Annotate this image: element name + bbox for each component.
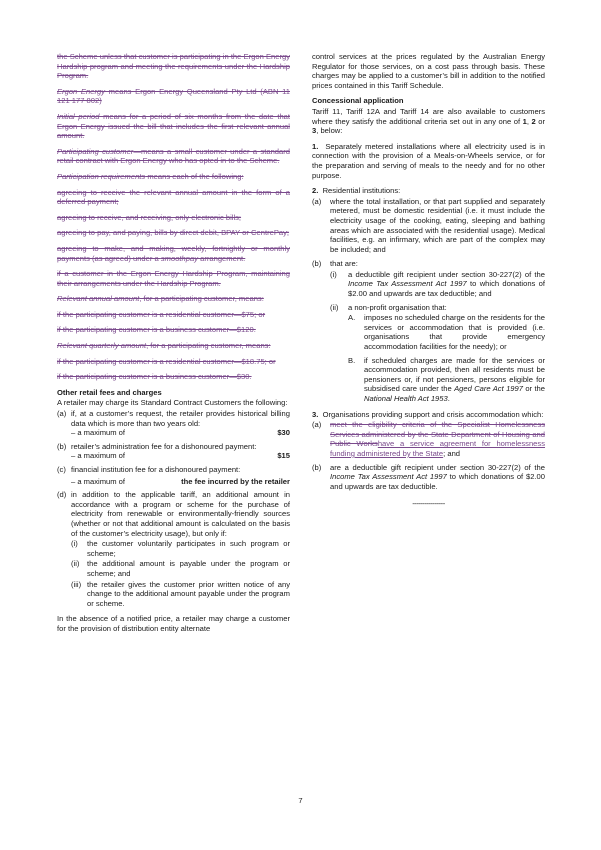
closing-paragraph: In the absence of a notified price, a retailer may charge a customer for the provision of distribution entity alternate (57, 614, 290, 633)
fee-item-c: (c) financial institution fee for a dishonoured payment: (57, 465, 241, 474)
requirement-hardship-program: if a customer in the Ergon Energy Hardship Program, maintaining their arrangements under the Hardship Program. (57, 269, 290, 288)
definition-relevant-annual-amount: Relevant annual amount, for a participating customer, means: (57, 294, 264, 304)
criterion-2b-ii: (ii) a non-profit organisation that: (330, 302, 447, 312)
criterion-3: 3. Organisations providing support and crisis accommodation which: (312, 409, 544, 419)
criterion-3a: (a) meet the eligibility criteria of the Specialist Homelessness Services administered by the State Department of Housing and Public Workshave a service agreement for homelessness funding administered by the State; and (312, 420, 546, 458)
criterion-3b: (b) are a deductible gift recipient under section 30-227(2) of the Income Tax Assessment Act 1997 to which donations of $2.00 and upwards are tax deductible. (312, 462, 545, 491)
fee-item-d-iii: (iii) the retailer gives the customer prior written notice of any change to the additional amount payable under the program or scheme. (71, 579, 290, 608)
criterion-1: 1. Separately metered installations where all electricity used is in connection with the provision of a Meals-on-Wheels service, or for the preparation and serving of meals to the needy and for no other purpose. (312, 141, 545, 180)
requirement-smoothpay: agreeing to make, and making, weekly, fortnightly or monthly payments (as agreed) under a smoothpay arrangement. (57, 243, 290, 263)
fee-item-d-i: (i) the customer voluntarily participates in such program or scheme; (71, 539, 290, 558)
deleted-scheme-clause: the Scheme unless that customer is participating in the Ergon Energy Hardship program and meeting the requirements under the Hardship Program. (57, 52, 290, 81)
quarterly-amount-residential: if the participating customer is a residential customer—$18.75; or (57, 356, 276, 366)
criterion-2b-i: (i) a deductible gift recipient under section 30-227(2) of the Income Tax Assessment Act 1997 to which donations of $2.00 and upwards are tax deductible; and (330, 269, 545, 299)
criterion-2b-ii-B: B. if scheduled charges are made for the services or accommodation provided, then all residents must be pensioners or, if not pensioners, persons eligible for subsidised care under the Aged Care Act 1997 or the National Health Act 1953. (348, 355, 546, 403)
page-number: 7 (298, 796, 303, 805)
fee-a-amount: – a maximum of $30 (71, 428, 290, 438)
concessional-intro: Tariff 11, Tariff 12A and Tariff 14 are also available to customers where they satisfy the additional criteria set out in any one of 1, 2 or 3, below: (312, 106, 545, 136)
requirement-direct-debit: agreeing to pay, and paying, bills by direct debit, BPAY or CentrePay; (57, 228, 290, 238)
fee-b-amount: – a maximum of $15 (71, 451, 290, 461)
section-separator: ---------------- (412, 499, 445, 509)
annual-amount-residential: if the participating customer is a residential customer—$75; or (57, 309, 266, 319)
left-column (57, 52, 290, 640)
fee-item-b: (b) retailer’s administration fee for a dishonoured payment: (57, 441, 257, 451)
criterion-2b: (b) that are: (312, 259, 358, 269)
definition-participation-requirements: Participation requirements means each of the following: (57, 171, 244, 181)
criterion-2: 2. Residential institutions: (312, 186, 401, 196)
criterion-2a: (a) where the total installation, or that part supplied and separately metered, must be domestic residential (i.e. it must include the electricity usage of the cooking, eating, sleeping and bathing areas which are associated with the residential usage). Medical facilities, e.g. an infirmary, which are part of the complex may be included; and (312, 196, 545, 254)
definition-relevant-quarterly-amount: Relevant quarterly amount, for a participating customer, means: (57, 341, 271, 351)
definition-initial-period: Initial period means for a period of six months from the date that Ergon Energy issued the bill that includes the first relevant annual amount. (57, 111, 290, 141)
continued-paragraph: control services at the prices regulated by the Australian Energy Regulator for those services, on a cost pass through basis. These charges may be applied to a customer’s bill in addition to the notified prices contained in this Tariff Schedule. (312, 52, 545, 90)
fee-item-a: (a) if, at a customer’s request, the retailer provides historical billing data which is more than two years old: (57, 409, 290, 428)
requirement-electronic-bills: agreeing to receive, and receiving, only electronic bills; (57, 212, 242, 222)
fee-c-amount: – a maximum of the fee incurred by the retailer (71, 476, 290, 486)
definition-ergon-energy: Ergon Energy means Ergon Energy Queensland Pty Ltd (ABN 11 121 177 802) (57, 86, 290, 106)
annual-amount-business: if the participating customer is a business customer—$120. (57, 325, 256, 335)
definition-participating-customer: Participating customer—means a small customer under a standard retail contract with Ergon Energy who has opted in to the Scheme. (57, 146, 290, 166)
fee-item-d-ii: (ii) the additional amount is payable under the program or scheme; and (71, 559, 290, 578)
quarterly-amount-business: if the participating customer is a business customer—$30. (57, 372, 252, 382)
fee-item-d: (d) in addition to the applicable tariff, an additional amount in accordance with a program or scheme for the purchase of electricity from renewable or environmentally-friendly sources (whether or not that additional amount is calculated on the basis of the customer’s electricity usage), but only if: (57, 490, 290, 538)
concessional-heading: Concessional application (312, 96, 404, 106)
requirement-deferred-payment: agreeing to receive the relevant annual amount in the form of a deferred payment; (57, 187, 290, 207)
criterion-2b-ii-A: A. imposes no scheduled charge on the residents for the services or accommodation that is provided (i.e. organisations that provide emergency accommodation facilities for the needy); or (348, 313, 545, 352)
fees-intro: A retailer may charge its Standard Contract Customers the following: (57, 398, 288, 408)
right-column (312, 52, 545, 509)
fees-heading: Other retail fees and charges (57, 387, 162, 397)
